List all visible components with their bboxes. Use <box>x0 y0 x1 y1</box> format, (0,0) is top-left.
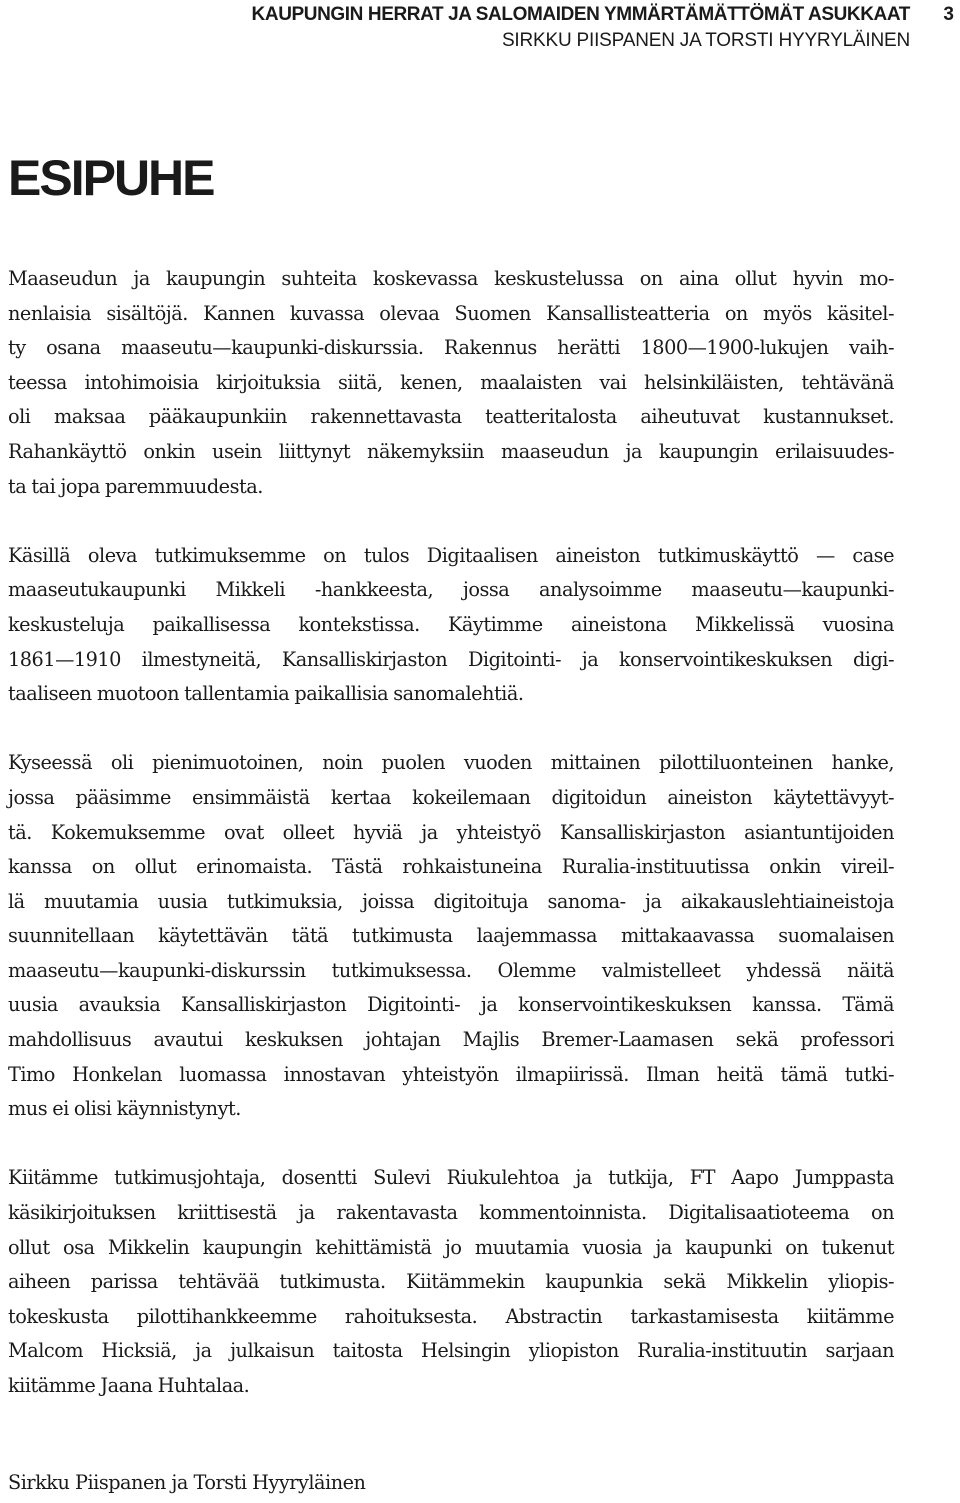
text-line: keskusteluja paikallisessa kontekstissa. Käytimme aineistona Mikkelissä vuosina <box>8 612 894 636</box>
text-line: tä. Kokemuksemme ovat olleet hyviä ja yhteistyö Kansalliskirjaston asiantuntijoiden <box>8 820 894 844</box>
text-line: mus ei olisi käynnistynyt. <box>8 1097 241 1121</box>
text-line: käsikirjoituksen kriittisestä ja rakentavasta kommentoinnista. Digitalisaatioteema on <box>8 1201 894 1225</box>
text-line: uusia avauksia Kansalliskirjaston Digitointi- ja konservointikeskuksen kanssa. Tämä <box>8 993 894 1017</box>
text-line: kiitämme Jaana Huhtalaa. <box>8 1374 250 1397</box>
paragraph-4 <box>8 1161 894 1403</box>
running-head <box>252 2 910 54</box>
text-line: nenlaisia sisältöjä. Kannen kuvassa olevaa Suomen Kansallisteatteria on myös käsitel- <box>8 301 894 325</box>
text-line: lä muutamia uusia tutkimuksia, joissa digitoituja sanoma- ja aikakauslehtiaineistoja <box>8 889 894 913</box>
text-line: teessa intohimoisia kirjoituksia siitä, kenen, maalaisten vai helsinkiläisten, tehtävänä <box>8 370 894 394</box>
page-title: ESIPUHE <box>8 150 214 206</box>
page-number: 3 <box>943 4 954 25</box>
text-line: jossa pääsimme ensimmäistä kertaa kokeilemaan digitoidun aineiston käytettävyyt- <box>8 785 894 809</box>
preface-body <box>8 262 894 1438</box>
text-line: ty osana maaseutu—kaupunki-diskurssia. Rakennus herätti 1800—1900-lukujen vaih- <box>8 336 894 360</box>
text-line: ollut osa Mikkelin kaupungin kehittämistä jo muutamia vuosia ja kaupunki on tukenut <box>8 1235 894 1259</box>
text-line: Kyseessä oli pienimuotoinen, noin puolen vuoden mittainen pilottiluonteinen hanke, <box>8 751 894 775</box>
paragraph-3 <box>8 746 894 1127</box>
signature: Sirkku Piispanen ja Torsti Hyyryläinen <box>8 1471 366 1494</box>
text-line: aiheen parissa tehtävää tutkimusta. Kiitämmekin kaupunkia sekä Mikkelin yliopis- <box>8 1270 894 1294</box>
text-line: Maaseudun ja kaupungin suhteita koskevassa keskustelussa on aina ollut hyvin mo- <box>8 267 894 290</box>
text-line: Malcom Hicksiä, ja julkaisun taitosta Helsingin yliopiston Ruralia-instituutin sarjaan <box>8 1339 894 1363</box>
text-line: Kiitämme tutkimusjohtaja, dosentti Sulevi Riukulehtoa ja tutkija, FT Aapo Jumppasta <box>8 1166 894 1190</box>
text-line: mahdollisuus avautui keskuksen johtajan Majlis Bremer-Laamasen sekä professori <box>8 1028 894 1052</box>
running-head-authors: SIRKKU PIISPANEN JA TORSTI HYYRYLÄINEN <box>501 30 910 51</box>
text-line: tokeskusta pilottihankkeemme rahoituksesta. Abstractin tarkastamisesta kiitämme <box>8 1304 894 1328</box>
running-head-title: KAUPUNGIN HERRAT JA SALOMAIDEN YMMÄRTÄMÄTTÖMÄT ASUKKAAT <box>251 4 910 25</box>
text-line: kanssa on ollut erinomaista. Tästä rohkaistuneina Ruralia-instituutissa onkin vireil- <box>8 855 894 879</box>
text-line: Timo Honkelan luomassa innostavan yhteistyön ilmapiirissä. Ilman heitä tämä tutki- <box>8 1062 894 1086</box>
paragraph-1 <box>8 262 894 504</box>
text-line: oli maksaa pääkaupunkiin rakennettavasta teatteritalosta aiheutuvat kustannukset. <box>8 405 894 429</box>
text-line: ta tai jopa paremmuudesta. <box>8 474 263 498</box>
text-line: Rahankäyttö onkin usein liittynyt näkemyksiin maaseudun ja kaupungin erilaisuudes- <box>8 439 894 463</box>
paragraph-2 <box>8 539 894 712</box>
text-line: Käsillä oleva tutkimuksemme on tulos Digitaalisen aineiston tutkimuskäyttö — case <box>8 543 894 567</box>
text-line: taaliseen muotoon tallentamia paikallisia sanomalehtiä. <box>8 682 524 706</box>
text-line: 1861—1910 ilmestyneitä, Kansalliskirjaston Digitointi- ja konservointikeskuksen digi- <box>8 647 894 671</box>
text-line: maaseutukaupunki Mikkeli -hankkeesta, jossa analysoimme maaseutu—kaupunki- <box>8 578 894 602</box>
text-line: maaseutu—kaupunki-diskurssin tutkimuksessa. Olemme valmistelleet yhdessä näitä <box>8 958 894 982</box>
text-line: suunnitellaan käytettävän tätä tutkimusta laajemmassa mittakaavassa suomalaisen <box>8 924 894 948</box>
